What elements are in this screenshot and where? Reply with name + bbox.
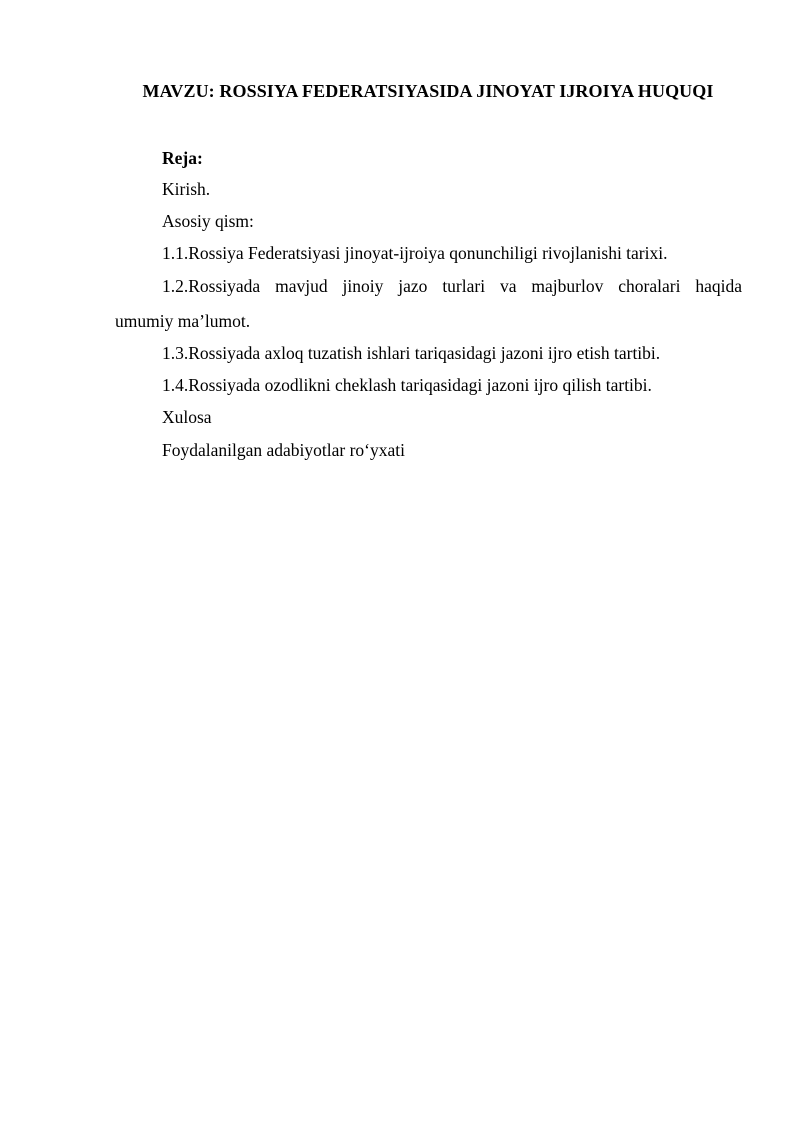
plan-item-1-2: 1.2.Rossiyada mavjud jinoiy jazo turlari va majburlov choralari haqida <box>162 276 742 296</box>
plan-item-1-2-continuation: umumiy ma’lumot. <box>115 311 251 331</box>
plan-item-1-4: 1.4.Rossiyada ozodlikni cheklash tariqasidagi jazoni ijro qilish tartibi. <box>162 375 652 395</box>
plan-item-main-part: Asosiy qism: <box>162 211 254 231</box>
plan-item-introduction: Kirish. <box>162 179 211 199</box>
plan-heading: Reja: <box>162 148 203 168</box>
plan-item-references: Foydalanilgan adabiyotlar ro‘yxati <box>162 440 405 460</box>
plan-item-conclusion: Xulosa <box>162 407 212 427</box>
plan-item-1-1: 1.1.Rossiya Federatsiyasi jinoyat-ijroiya qonunchiligi rivojlanishi tarixi. <box>162 243 668 263</box>
plan-item-1-3: 1.3.Rossiyada axloq tuzatish ishlari tariqasidagi jazoni ijro etish tartibi. <box>162 343 661 363</box>
document-title: MAVZU: ROSSIYA FEDERATSIYASIDA JINOYAT IJROIYA HUQUQI <box>142 81 714 101</box>
